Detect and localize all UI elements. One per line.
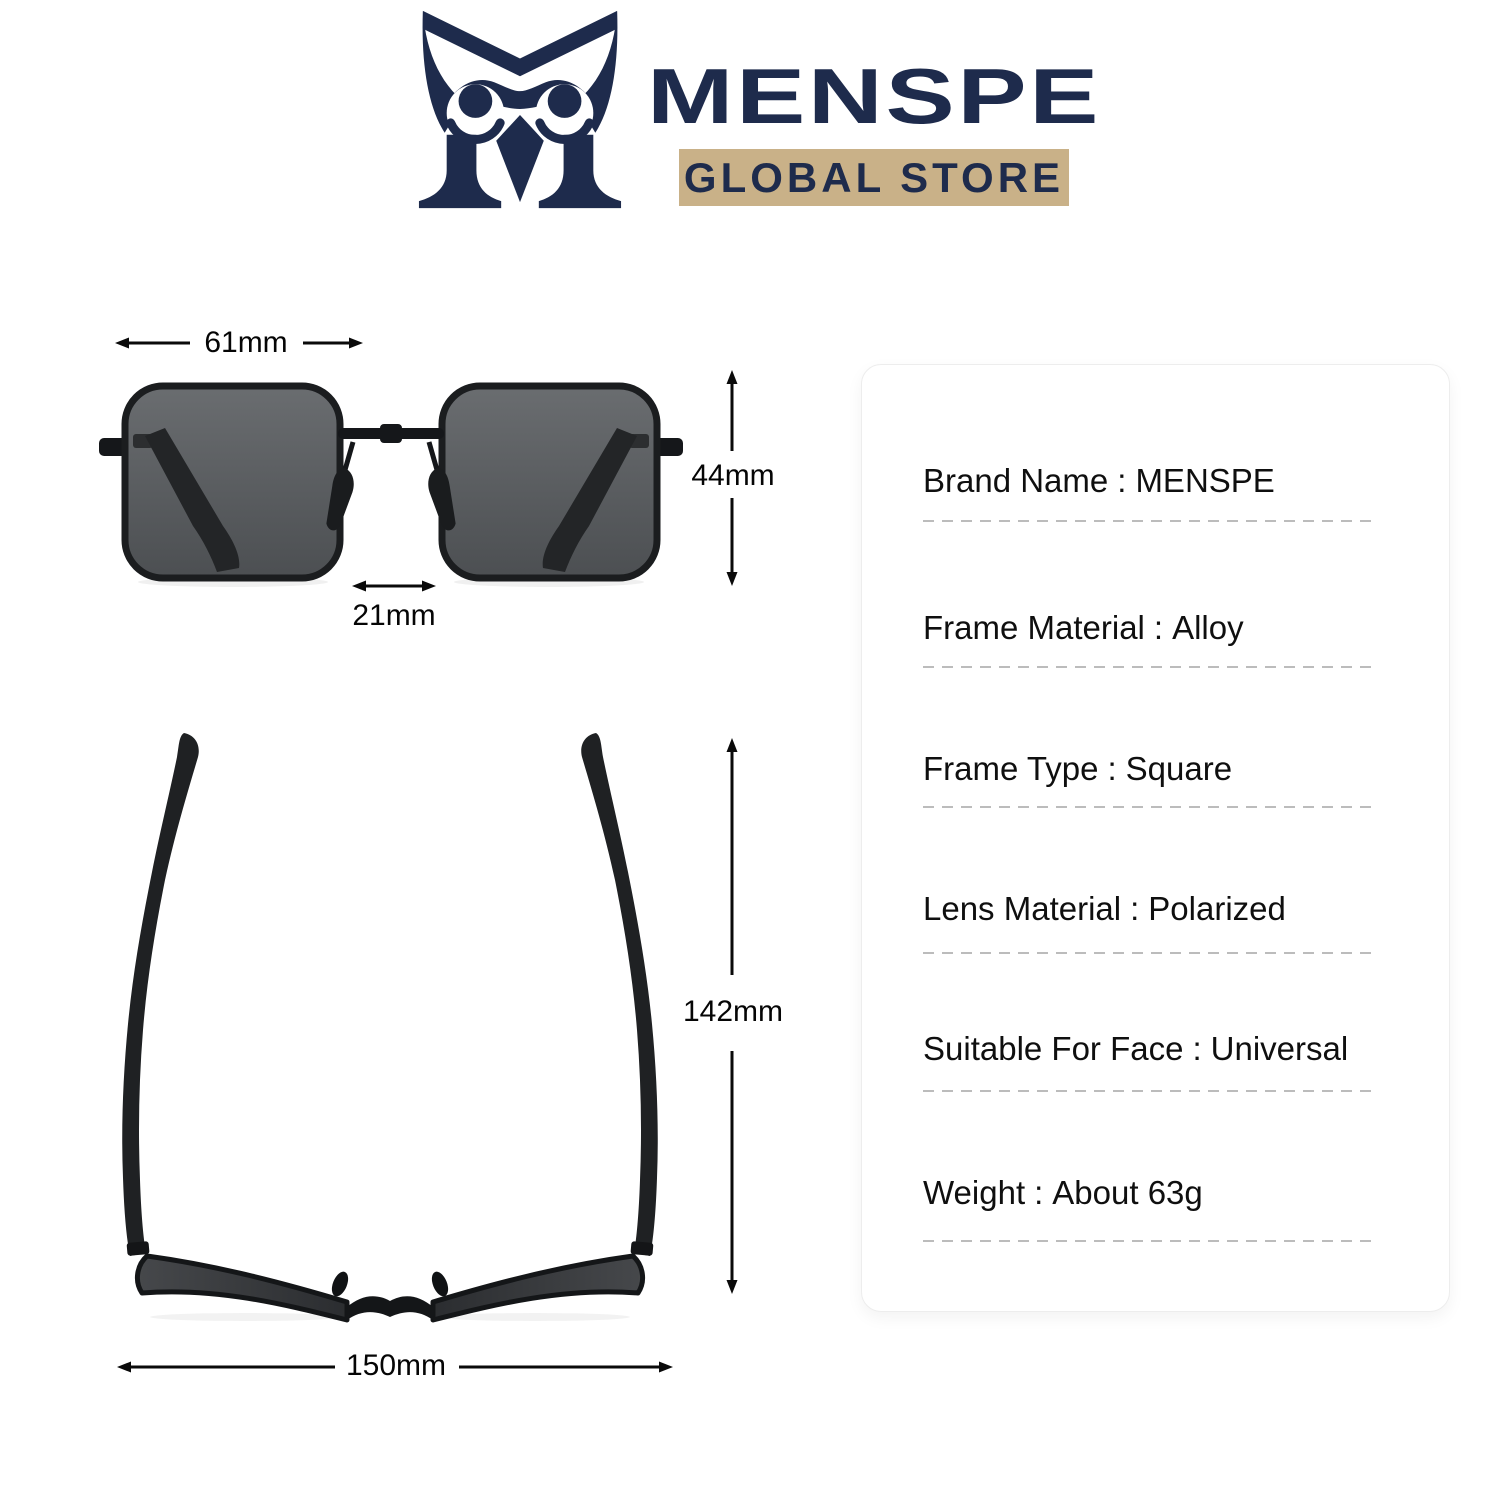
bridge-width-label: 21mm [352, 599, 436, 632]
spec-divider [923, 666, 1375, 668]
brand-tagline: GLOBAL STORE [679, 149, 1069, 206]
spec-row-lens-material [923, 887, 1286, 931]
spec-divider [923, 1240, 1375, 1242]
spec-label: Lens Material [923, 890, 1122, 927]
bridge-top-profile [347, 1296, 433, 1320]
spec-card [861, 364, 1450, 1312]
spec-colon: : [1034, 1174, 1044, 1211]
spec-colon: : [1130, 890, 1140, 927]
spec-row-frame-type [923, 747, 1232, 791]
spec-row-suitable-face [923, 1027, 1348, 1071]
bridge-width-arrow [350, 578, 438, 594]
frame-shadow [150, 1313, 340, 1321]
temple-arm [122, 733, 199, 1256]
spec-colon: : [1153, 609, 1164, 646]
spec-divider [923, 952, 1375, 954]
spec-label: Suitable For Face [923, 1030, 1184, 1067]
lens-width-label: 61mm [204, 326, 288, 359]
spec-colon: : [1117, 462, 1127, 499]
spec-value: Universal [1210, 1030, 1349, 1067]
frame-width-label: 150mm [345, 1349, 447, 1382]
temple-length-label: 142mm [682, 995, 784, 1028]
brand-name: MENSPE [647, 52, 1102, 140]
spec-label: Frame Material [923, 609, 1145, 646]
owl-logo-icon [397, 2, 643, 215]
left-pad-arm [345, 442, 353, 470]
sunglasses-front-view-image [95, 378, 695, 588]
spec-value: About 63g [1052, 1174, 1203, 1211]
spec-value: Square [1125, 750, 1233, 787]
sunglasses-top-view-image [85, 728, 695, 1323]
spec-value: MENSPE [1135, 462, 1275, 499]
right-pad-arm [429, 442, 437, 470]
spec-divider [923, 1090, 1375, 1092]
spec-divider [923, 806, 1375, 808]
spec-label: Frame Type [923, 750, 1099, 787]
lens-top-profile [137, 1256, 347, 1320]
spec-row-brand-name [923, 459, 1275, 503]
nose-pad-top [329, 1269, 352, 1298]
spec-divider [923, 520, 1375, 522]
spec-row-weight [923, 1171, 1203, 1215]
bridge-fold-joint [380, 424, 402, 443]
spec-colon: : [1107, 750, 1117, 787]
lens-height-label: 44mm [691, 459, 775, 492]
spec-value: Polarized [1148, 890, 1286, 927]
spec-row-frame-material [923, 606, 1244, 650]
spec-colon: : [1192, 1030, 1202, 1067]
spec-value: Alloy [1172, 609, 1244, 646]
spec-label: Brand Name [923, 462, 1109, 499]
spec-label: Weight [923, 1174, 1026, 1211]
